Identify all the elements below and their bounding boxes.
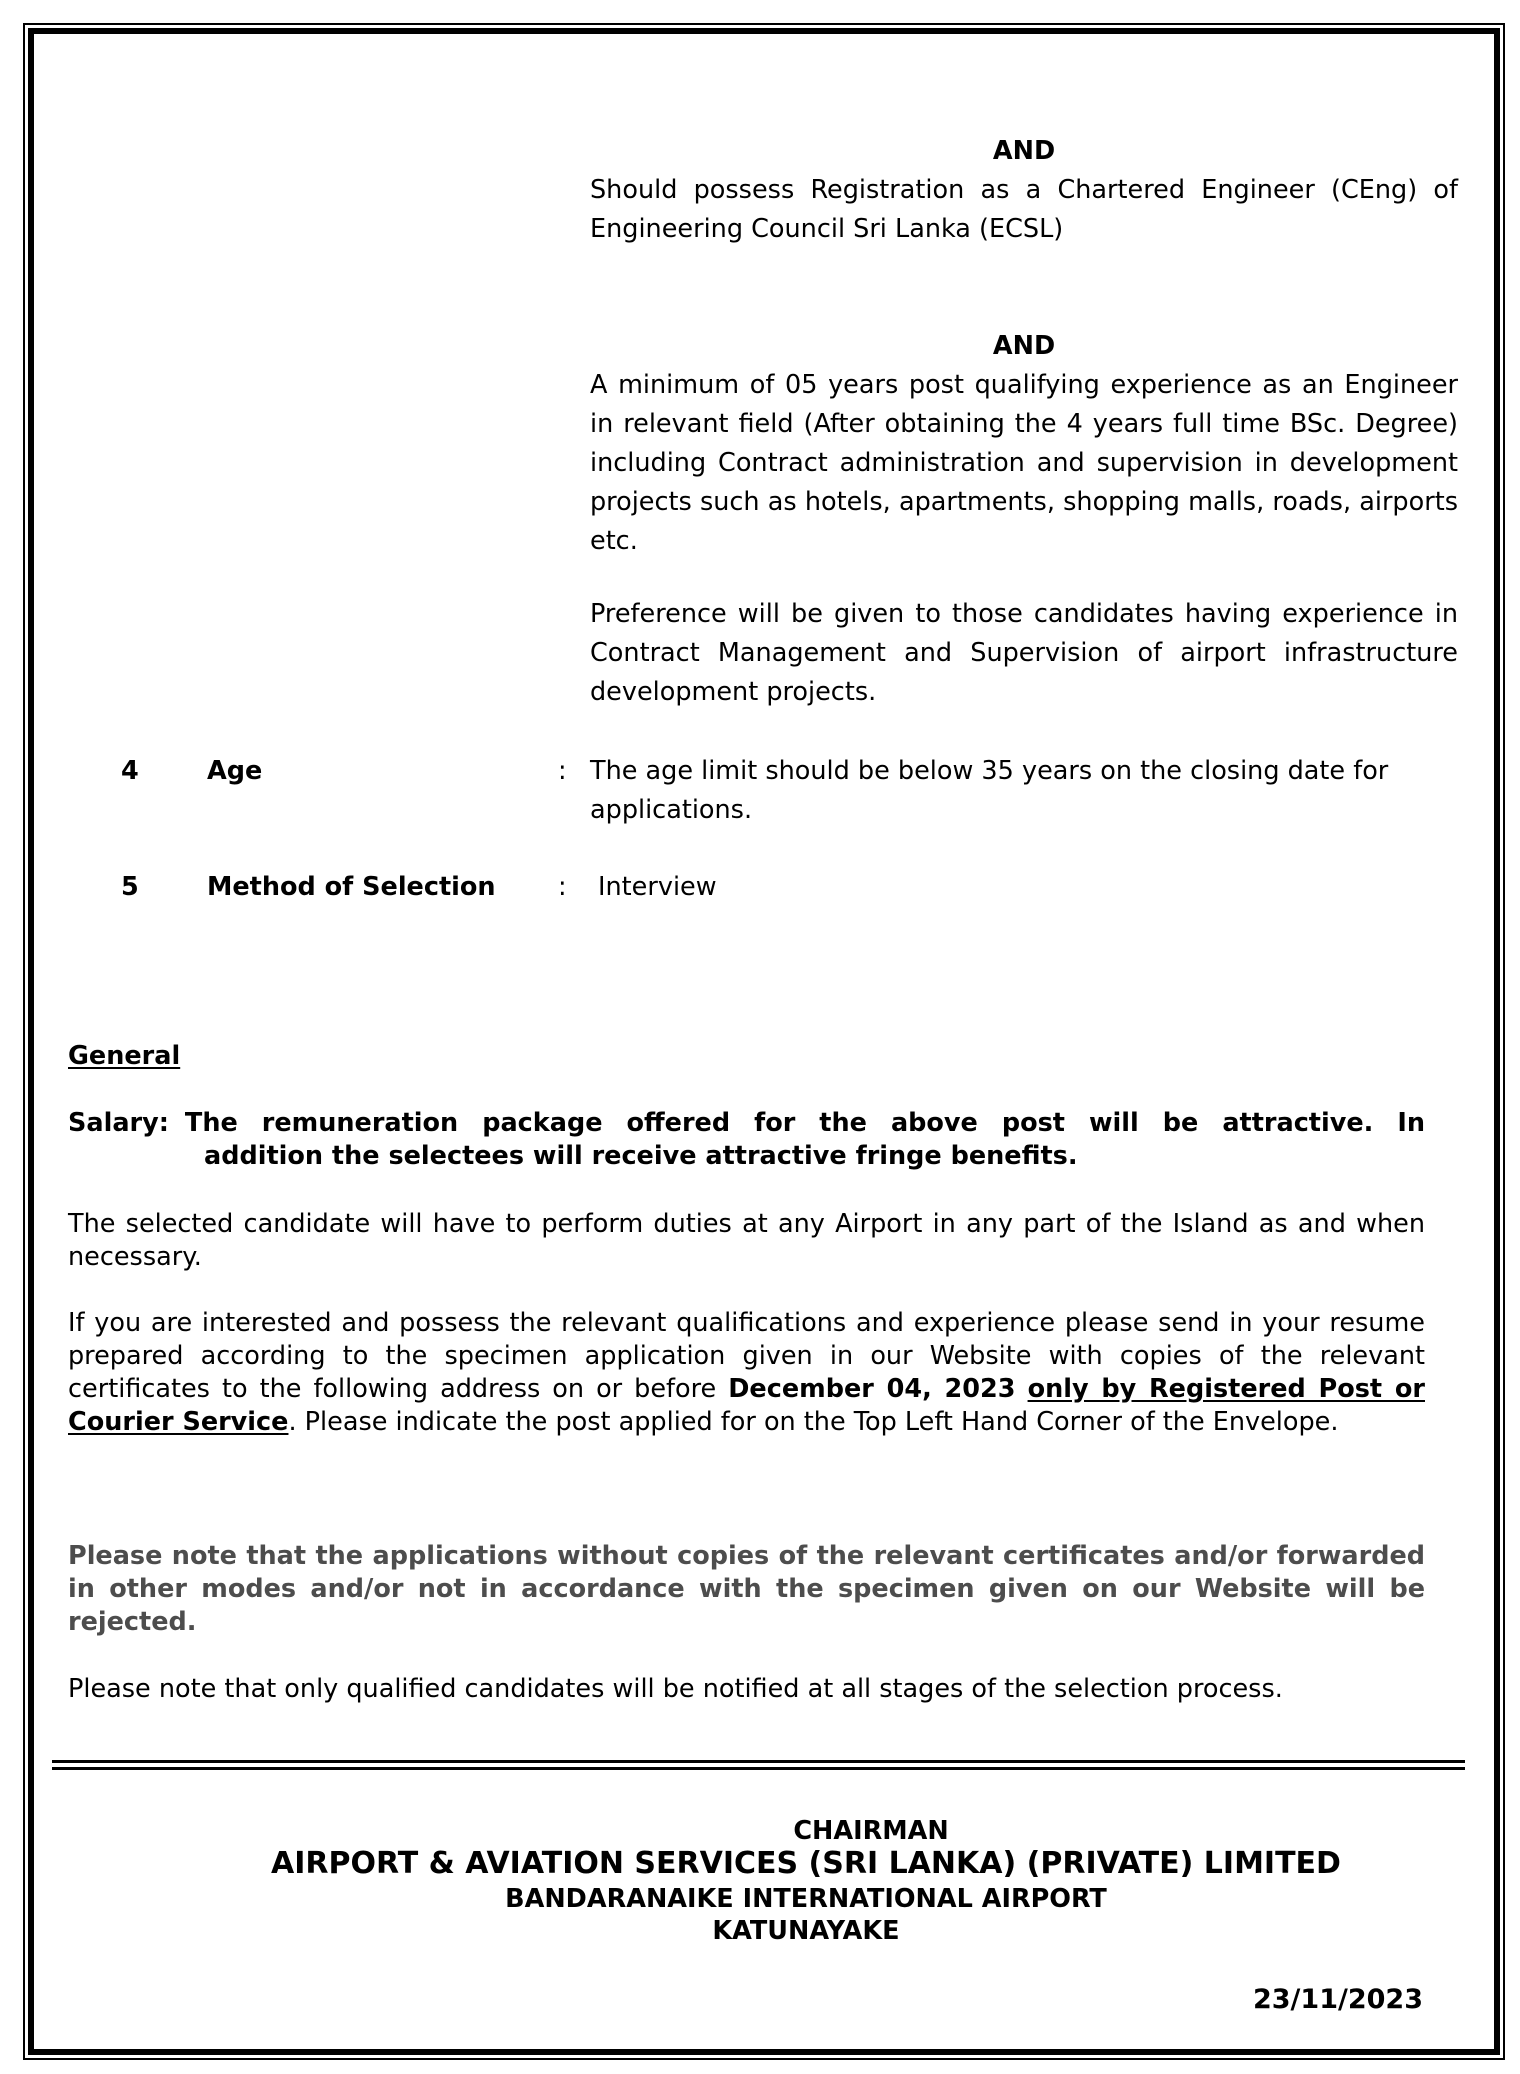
duties-paragraph: The selected candidate will have to perform duties at any Airport in any part of the Island as and when necessary.: [68, 1209, 1425, 1272]
item-label: Method of Selection: [207, 872, 496, 902]
document-date: 23/11/2023: [1252, 1984, 1423, 2015]
application-text: If you are interested and possess the relevant qualifications and experience please send in your resume prepared according to the specimen application given in our Website with copies of the relevant certificates to the following address on or before: [68, 1308, 1425, 1404]
item-separator: :: [558, 872, 567, 902]
signatory-title: CHAIRMAN: [793, 1816, 949, 1846]
item-value: The age limit should be below 35 years on the closing date for applications.: [590, 756, 1389, 825]
application-text-2: . Please indicate the post applied for on the Top Left Hand Corner of the Envelope.: [288, 1407, 1339, 1437]
city-name: KATUNAYAKE: [712, 1916, 900, 1946]
application-paragraph: [68, 1307, 1425, 1439]
item-value: Interview: [598, 872, 717, 902]
experience-requirement: A minimum of 05 years post qualifying experience as an Engineer in relevant field (After obtaining the 4 years full time BSc. Degree) including Contract administration and supervision in development projects such as hotels, apartments, shopping malls, roads, airports etc.: [590, 370, 1458, 556]
organization-name: AIRPORT & AVIATION SERVICES (SRI LANKA) (PRIVATE) LIMITED: [271, 1846, 1341, 1881]
item-number: 5: [121, 872, 139, 902]
general-heading: General: [68, 1041, 181, 1071]
footer-rule-top: [52, 1760, 1465, 1763]
salary-line-2: addition the selectees will receive attractive fringe benefits.: [204, 1141, 1078, 1171]
and-connector-2: AND: [992, 331, 1056, 361]
item-number: 4: [121, 756, 139, 786]
and-connector-1: AND: [992, 136, 1056, 166]
salary-paragraph: [68, 1107, 1425, 1173]
salary-label: Salary:: [68, 1108, 169, 1138]
item-separator: :: [558, 756, 567, 786]
deadline-date: December 04, 2023: [728, 1374, 1016, 1404]
item-label: Age: [207, 756, 263, 786]
airport-name: BANDARANAIKE INTERNATIONAL AIRPORT: [505, 1884, 1107, 1914]
salary-line-1: The remuneration package offered for the above post will be attractive. In: [184, 1108, 1425, 1138]
footer-rule-bottom: [52, 1767, 1465, 1770]
submission-method: only by Registered Post or Courier Service: [68, 1374, 1425, 1437]
rejection-note: Please note that the applications without copies of the relevant certificates and/or forwarded in other modes and/or not in accordance with the specimen given on our Website will be rejected.: [68, 1541, 1425, 1637]
cheng-requirement: Should possess Registration as a Chartered Engineer (CEng) of Engineering Council Sri Lanka (ECSL): [590, 175, 1458, 244]
notification-note: Please note that only qualified candidates will be notified at all stages of the selection process.: [68, 1674, 1283, 1704]
preference-note: Preference will be given to those candidates having experience in Contract Management and Supervision of airport infrastructure development projects.: [590, 599, 1458, 707]
